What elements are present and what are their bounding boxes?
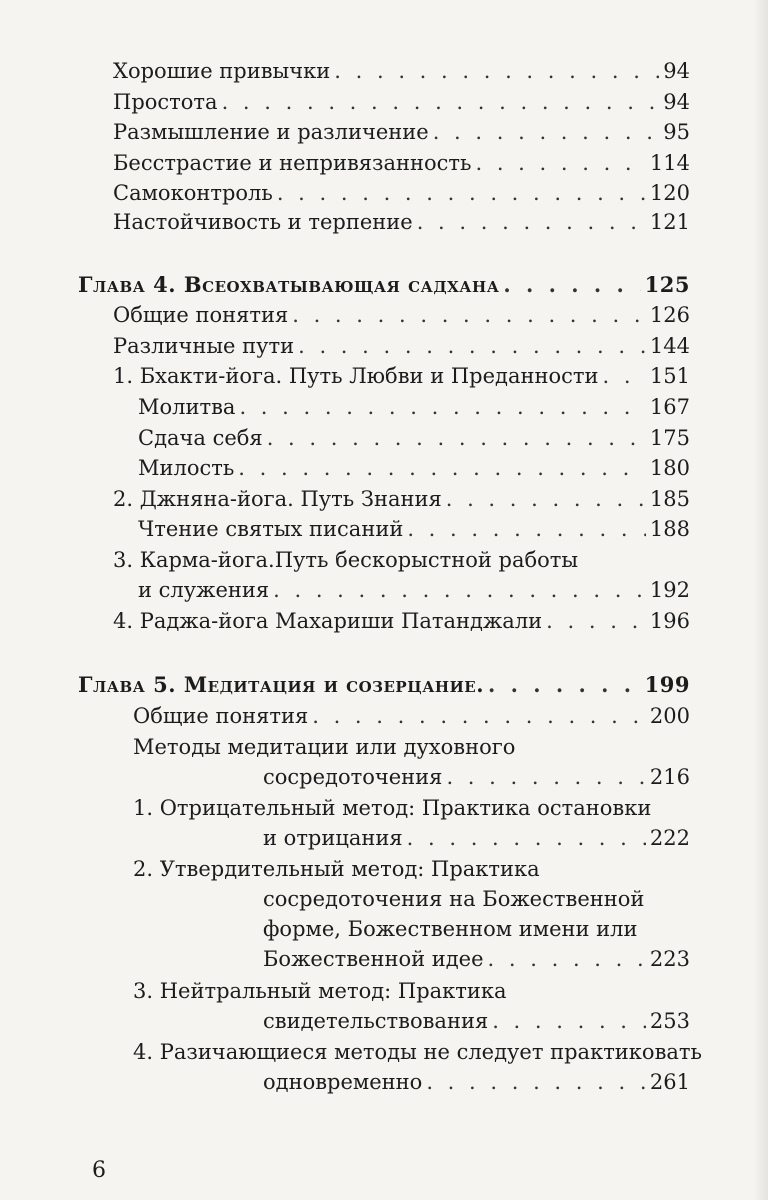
toc-entry-title-continued: Божественной идее — [263, 947, 484, 971]
toc-chapter — [78, 670, 690, 700]
toc-entry-page: 200 — [649, 704, 690, 728]
leader-dots — [426, 1067, 646, 1097]
toc-entry-page: 175 — [649, 426, 690, 450]
toc-entry — [133, 701, 690, 731]
toc-entry-page: 196 — [649, 609, 690, 633]
toc-entry-title: 3. Нейтральный метод: Практика — [133, 979, 507, 1003]
toc-entry — [133, 793, 690, 857]
leader-dots — [603, 361, 646, 391]
leader-dots — [446, 484, 646, 514]
toc-entry-title: Общие понятия — [133, 704, 309, 728]
leader-dots — [222, 87, 660, 117]
toc-entry — [113, 361, 690, 391]
leader-dots — [277, 178, 646, 208]
toc-entry — [113, 545, 690, 609]
toc-entry — [133, 976, 690, 1040]
toc-entry-title: Общие понятия — [113, 303, 289, 327]
toc-entry-title-continued: сосредоточения — [263, 765, 443, 789]
leader-dots — [488, 670, 641, 700]
toc-entry — [138, 514, 690, 544]
leader-dots — [492, 1006, 646, 1036]
leader-dots — [488, 944, 646, 974]
toc-entry-page: 94 — [663, 90, 690, 114]
toc-entry — [133, 1037, 702, 1101]
toc-entry-title: 4. Разичающиеся методы не следует практиковать — [133, 1040, 702, 1064]
toc-entry — [133, 732, 690, 796]
toc-entry-page: 121 — [649, 210, 690, 234]
toc-entry — [113, 484, 690, 514]
toc-entry — [138, 423, 690, 453]
toc-entry-title-continued: форме, Божественном имени или — [263, 917, 638, 941]
toc-entry-title: Милость — [138, 456, 235, 480]
toc-entry-page: 94 — [663, 59, 690, 83]
leader-dots — [312, 701, 646, 731]
leader-dots — [267, 423, 646, 453]
toc-entry-title: Сдача себя — [138, 426, 263, 450]
toc-entry — [138, 453, 690, 483]
toc-entry — [113, 178, 690, 208]
toc-entry-title: 1. Отрицательный метод: Практика остановки — [133, 796, 652, 820]
toc-entry — [113, 207, 690, 237]
leader-dots — [433, 117, 660, 147]
toc-entry-title: Методы медитации или духовного — [133, 735, 516, 759]
leader-dots — [239, 392, 645, 422]
toc-entry-page: 253 — [649, 1009, 690, 1033]
leader-dots — [298, 331, 646, 361]
toc-entry-title-continued: свидетельствования — [263, 1009, 489, 1033]
toc-entry — [113, 117, 690, 147]
toc-entry — [113, 87, 690, 117]
toc-entry-title: Различные пути — [113, 334, 295, 358]
toc-entry-page: 151 — [649, 364, 690, 388]
toc-entry-title: 2. Утвердительный метод: Практика — [133, 857, 540, 881]
leader-dots — [417, 207, 646, 237]
leader-dots — [407, 514, 646, 544]
toc-entry-page: 261 — [649, 1070, 690, 1094]
toc-entry-page: 216 — [649, 765, 690, 789]
toc-entry-title: 3. Карма-йога.Путь бескорыстной работы — [113, 548, 579, 572]
toc-entry-title: Хорошие привычки — [113, 59, 331, 83]
toc-entry-page: 185 — [649, 487, 690, 511]
chapter-title: Глава 4. Всеохватывающая садхана — [78, 272, 500, 297]
toc-entry-page: 167 — [649, 395, 690, 419]
leader-dots — [475, 148, 645, 178]
toc-entry — [113, 148, 690, 178]
toc-chapter — [78, 270, 690, 300]
chapter-page: 199 — [644, 672, 690, 697]
toc-entry-title: Самоконтроль — [113, 181, 273, 205]
leader-dots — [503, 270, 640, 300]
toc-entry — [113, 300, 690, 330]
toc-entry-page: 126 — [649, 303, 690, 327]
toc-entry-title: Бесстрастие и непривязанность — [113, 151, 472, 175]
toc-entry-page: 188 — [649, 517, 690, 541]
toc-entry-title-continued: сосредоточения на Божественной — [263, 887, 645, 911]
toc-entry-title: 4. Раджа-йога Махариши Патанджали — [113, 609, 543, 633]
toc-entry-title: Настойчивость и терпение — [113, 210, 413, 234]
toc-entry-page: 114 — [649, 151, 690, 175]
chapter-title: Глава 5. Медитация и созерцание. — [78, 672, 485, 697]
toc-entry — [113, 606, 690, 636]
toc-entry-title: Размышление и различение — [113, 120, 429, 144]
toc-entry-title-continued: и отрицания — [263, 826, 403, 850]
leader-dots — [273, 575, 646, 605]
chapter-page: 125 — [644, 272, 690, 297]
toc-entry — [113, 56, 690, 86]
leader-dots — [334, 56, 659, 86]
toc-entry-page: 180 — [649, 456, 690, 480]
toc-entry-page: 223 — [649, 947, 690, 971]
leader-dots — [292, 300, 646, 330]
toc-entry — [133, 854, 690, 978]
toc-entry-title-continued: и служения — [138, 578, 270, 602]
toc-entry-title: Молитва — [138, 395, 236, 419]
toc-entry-page: 222 — [649, 826, 690, 850]
toc-entry-page: 144 — [649, 334, 690, 358]
leader-dots — [446, 762, 645, 792]
toc-entry-page: 192 — [649, 578, 690, 602]
leader-dots — [407, 823, 646, 853]
toc-entry — [113, 331, 690, 361]
toc-entry-title: 2. Джняна-йога. Путь Знания — [113, 487, 442, 511]
page-number: 6 — [92, 1158, 106, 1183]
toc-entry-page: 95 — [663, 120, 690, 144]
toc-entry-title: Простота — [113, 90, 218, 114]
toc-entry — [138, 392, 690, 422]
toc-entry-title: 1. Бхакти-йога. Путь Любви и Преданности — [113, 364, 599, 388]
toc-entry-title: Чтение святых писаний — [138, 517, 404, 541]
leader-dots — [546, 606, 646, 636]
toc-entry-title-continued: одновременно — [263, 1070, 423, 1094]
leader-dots — [238, 453, 646, 483]
toc-entry-page: 120 — [649, 181, 690, 205]
